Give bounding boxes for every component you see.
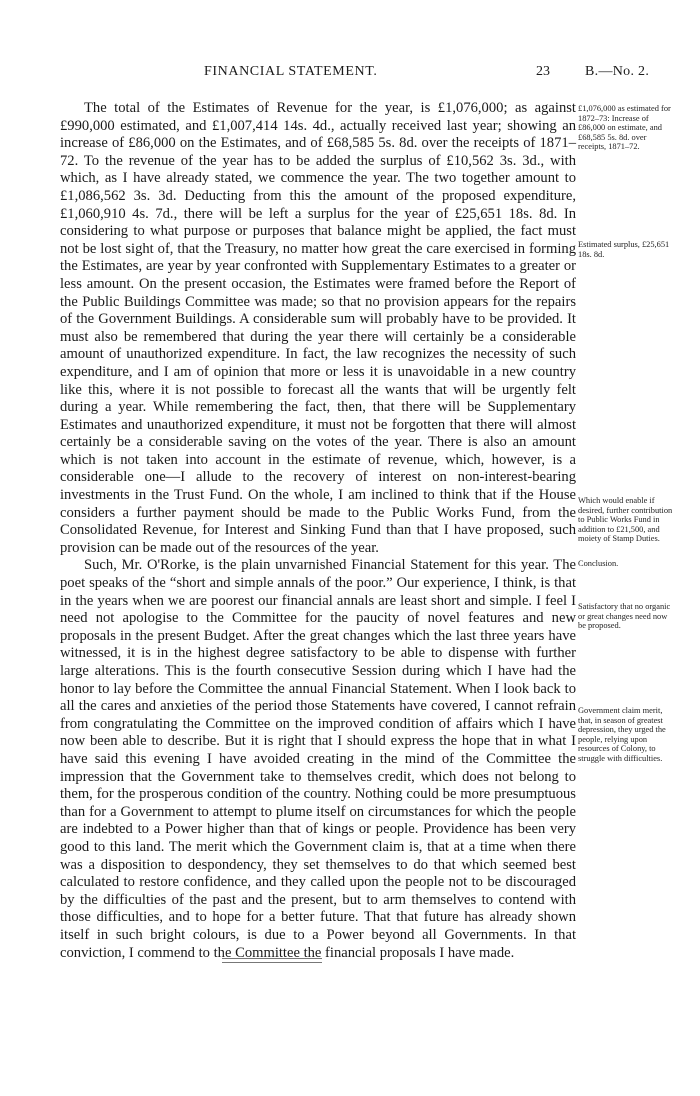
main-text [60, 100, 576, 962]
document-reference: B.—No. 2. [585, 64, 650, 79]
paragraph-revenue-estimates: The total of the Estimates of Revenue for the year, is £1,076,000; as against £990,000 estimated, and £1,007,414 14s. 4d., actually received last year; showing an increase of £86,000 on the Estimates, and of £68,585 5s. 8d. over the receipts of 1871–72. To the revenue of the year has to be added the surplus of £10,562 3s. 3d., with which, as I have already stated, we commence the year. The two together amount to £1,086,562 3s. 3d. Deducting from this the amount of the proposed expenditure, £1,060,910 4s. 7d., there will be left a surplus for the year of £25,651 18s. 8d. In considering to what purpose or purposes that balance might be applied, the fact must not be lost sight of, that the Treasury, no matter how great the care exercised in forming the Estimates, are year by year confronted with Supplementary Estimates to a greater or less amount. On the present occasion, the Estimates were framed before the Report of the Public Buildings Committee was made; so that no provision appears for the repairs of the Government Buildings. A considerable sum will probably have to be provided. It must also be remembered that during the year there will certainly be a considerable amount of unauthorized expenditure. In fact, the law recognizes the necessity of such expenditure, and I am of opinion that more or less it is unavoidable in a new country like this, where it is not possible to forecast all the wants that will be urgently felt during a year. While remembering the fact, then, that there will be Supplementary Estimates and unauthorized expenditure, it must not be forgotten that there will almost certainly be a considerable saving on the votes of the year. There is also an amount which is not taken into account in the estimate of revenue, which, however, is a considerable one—I allude to the recovery of interest on non-interest-bearing investments in the Trust Fund. On the whole, I am inclined to think that if the House considers a further payment should be made to the Public Works Fund, from the Consolidated Revenue, for Interest and Sinking Fund than that I have proposed, such provision can be made out of the resources of the year. [60, 100, 576, 556]
margin-note-public-works: Which would enable if desired, further contribution to Public Works Fund in addition to £21,500, and moiety of Stamp Duties. [578, 496, 673, 544]
paragraph-conclusion: Such, Mr. O'Rorke, is the plain unvarnished Financial Statement for this year. The poet speaks of the “short and simple annals of the poor.” Our experience, I think, is that in the years when we are poorest our financial annals are least short and simple. I feel I need not apologise to the Committee for the paucity of novel features and new proposals in the present Budget. After the great changes which the last three years have witnessed, it is in the highest degree satisfactory to be able to dispense with further large alterations. This is the fourth consecutive Session during which I have had the honor to lay before the Committee the annual Financial Statement. When I look back to all the cares and anxieties of the period those Statements have covered, I cannot refrain from congratulating the Committee on the improved condition of affairs which I have now been able to describe. But it is right that I should express the hope that in what I have said this evening I have avoided creating in the mind of the Committee the impression that the Government take to themselves credit, which does not belong to them, for the prosperous condition of the country. Nothing could be more presumptuous than for a Government to attempt to plume itself on circumstances for which the people are indebted to a Power higher than that of kings or people. Providence has been very good to this land. The merit which the Government claim is, that at a time when there was a disposition to despondency, they set themselves to do that which seemed best calculated to restore confidence, and they called upon the people not to be discouraged by the difficulties of the past and the present, but to arm themselves to contend with those difficulties, and to hope for a better future. That that future has already shown itself in such bright colours, is due to a Power beyond all Governments. In that conviction, I commend to the Committee the financial proposals I have made. [60, 557, 576, 961]
closing-rule-lower [222, 962, 322, 963]
margin-note-surplus: Estimated surplus, £25,651 18s. 8d. [578, 240, 670, 259]
closing-rule [222, 958, 322, 959]
margin-note-conclusion: Conclusion. [578, 559, 619, 568]
margin-note-revenue: £1,076,000 as estimated for 1872–73: Increase of £86,000 on estimate, and £68,585 5s. 8d. over receipts, 1871–72. [578, 104, 671, 152]
margin-note-government-merit: Government claim merit, that, in season of greatest depression, they urged the people, relying upon resources of Colony, to struggle with difficulties. [578, 706, 666, 763]
running-title: FINANCIAL STATEMENT. [204, 64, 378, 79]
page-number: 23 [536, 64, 550, 79]
page-header [60, 64, 666, 84]
margin-note-satisfactory: Satisfactory that no organic or great changes need now be proposed. [578, 602, 671, 631]
